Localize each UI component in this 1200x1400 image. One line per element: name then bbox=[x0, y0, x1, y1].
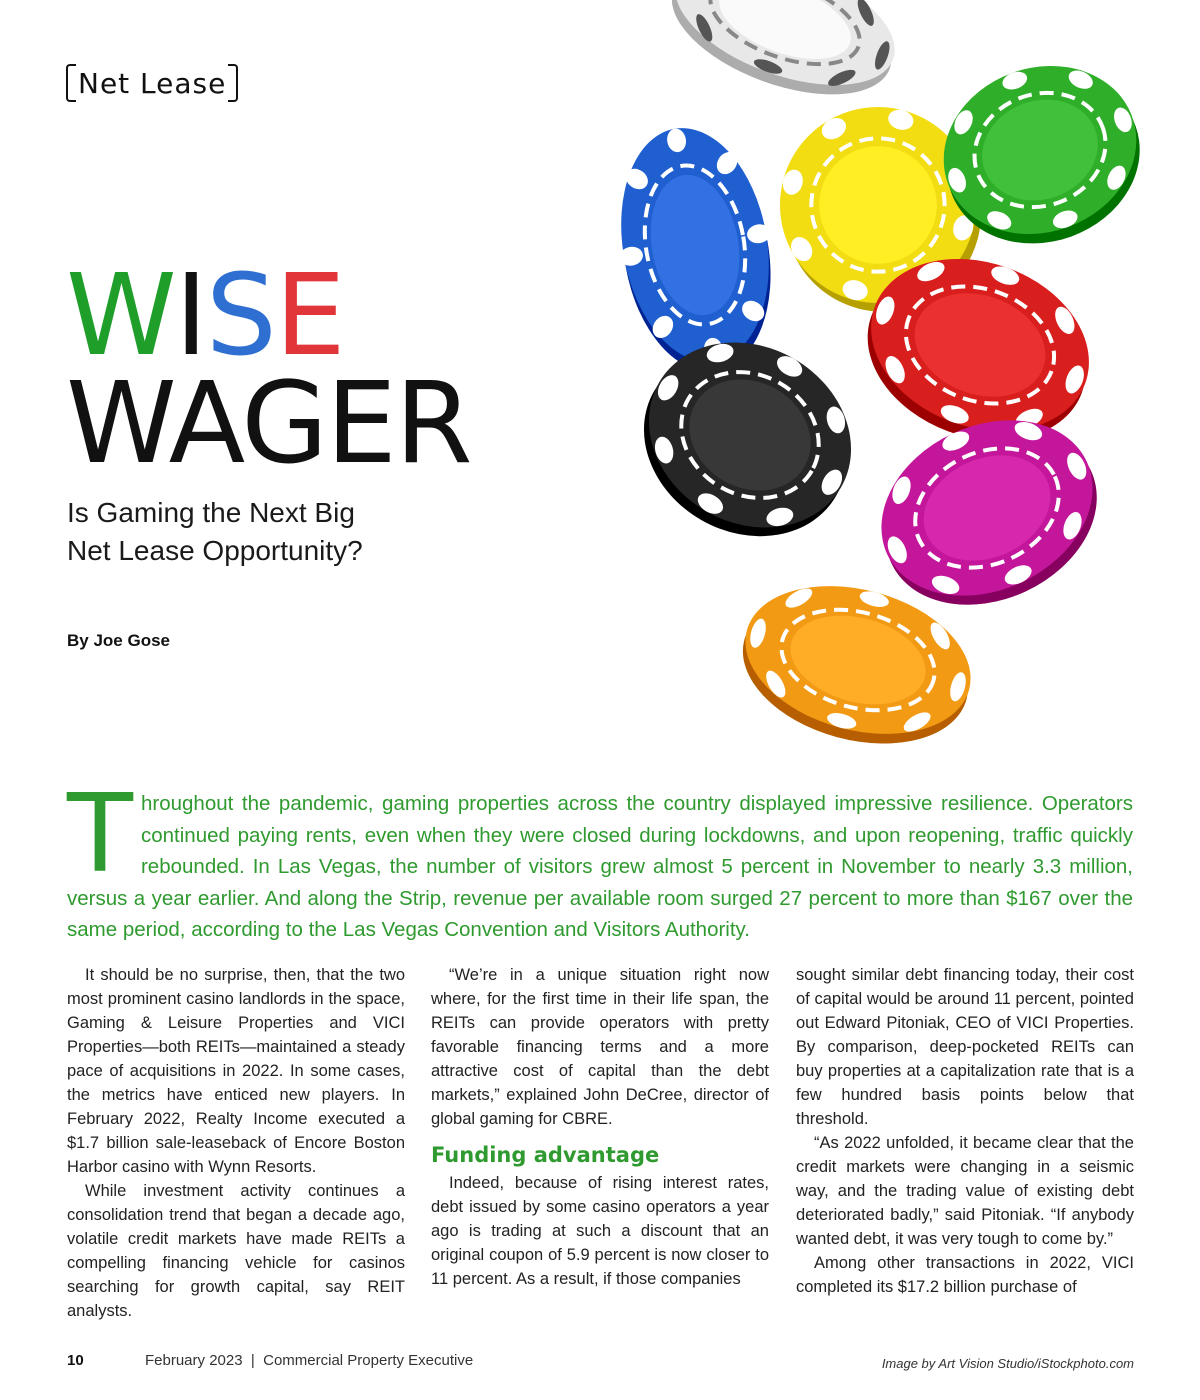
title-letter-w: W bbox=[66, 251, 175, 381]
section-label: Net Lease bbox=[78, 66, 227, 100]
lede-paragraph bbox=[67, 772, 1133, 946]
publication-info: February 2023 | Commercial Property Executive bbox=[145, 1352, 474, 1369]
article-subtitle bbox=[67, 494, 487, 570]
body-column-2 bbox=[431, 963, 769, 1291]
section-subhead: Funding advantage bbox=[431, 1143, 660, 1167]
title-line-1 bbox=[66, 251, 471, 381]
subtitle-line-2: Net Lease Opportunity? bbox=[67, 535, 363, 566]
title-line-2: WAGER bbox=[66, 359, 471, 489]
section-tag bbox=[66, 64, 238, 102]
body-paragraph: Indeed, because of rising interest rates, debt issued by some casino operators a year ago is trading at such a discount that an original coupon of 5.9 percent is now closer to 11 percent. As a result, if those companies bbox=[431, 1174, 769, 1288]
drop-cap: T bbox=[67, 772, 133, 897]
page-number: 10 bbox=[67, 1352, 84, 1369]
poker-chips-image bbox=[600, 0, 1160, 760]
byline: By Joe Gose bbox=[67, 631, 170, 650]
blue-chip bbox=[600, 115, 793, 384]
title-letter-i: I bbox=[174, 251, 206, 381]
lede-text: hroughout the pandemic, gaming properties across the country displayed impressive resilience. Operators continued paying rents, even when they were closed during lockdowns, and upon reopening, traffic quickly rebounded. In Las Vegas, the number of visitors grew almost 5 percent in November to nearly 3.3 million, versus a year earlier. And along the Strip, revenue per available room surged 27 percent to more than $167 over the same period, according to the Las Vegas Convention and Visitors Authority. bbox=[67, 792, 1133, 941]
black-chip bbox=[610, 306, 885, 572]
body-paragraph: Among other transactions in 2022, VICI completed its $17.2 billion purchase of bbox=[796, 1254, 1134, 1296]
body-column-1 bbox=[67, 963, 405, 1323]
body-column-3 bbox=[796, 963, 1134, 1299]
body-paragraph: “We’re in a unique situation right now where, for the first time in their life span, the REITs can provide operators with pretty favorable financing terms and a more attractive cost of capital than the debt markets,” explained John DeCree, director of global gaming for CBRE. bbox=[431, 966, 769, 1128]
body-paragraph: sought similar debt financing today, their cost of capital would be around 11 percent, pointed out Edward Pitoniak, CEO of VICI Properties. By comparison, deep-pocketed REITs can buy properties at a capitalization rate that is a few hundred basis points below that threshold. bbox=[796, 966, 1134, 1128]
image-credit: Image by Art Vision Studio/iStockphoto.com bbox=[881, 1356, 1134, 1371]
subtitle-line-1: Is Gaming the Next Big bbox=[67, 497, 355, 528]
body-paragraph: “As 2022 unfolded, it became clear that the credit markets were changing in a seismic way, and the trading value of existing debt deteriorated badly,” said Pitoniak. “If anybody wanted debt, it was very tough to come by.” bbox=[796, 1134, 1134, 1248]
body-paragraph: It should be no surprise, then, that the two most prominent casino landlords in the space, Gaming & Leisure Properties and VICI Properties—both REITs—maintained a steady pace of acquisitions in 2022. In some cases, the metrics have enticed new players. In February 2022, Realty Income executed a $1.7 billion sale-leaseback of Encore Boston Harbor casino with Wynn Resorts. bbox=[67, 966, 405, 1176]
white-chip bbox=[655, 0, 912, 120]
body-paragraph: While investment activity continues a consolidation trend that began a decade ago, volatile credit markets have made REITs a compelling financing vehicle for casinos searching for growth capital, say REIT analysts. bbox=[67, 1182, 405, 1320]
article-title bbox=[66, 251, 471, 489]
title-letter-s: SE bbox=[205, 251, 344, 381]
